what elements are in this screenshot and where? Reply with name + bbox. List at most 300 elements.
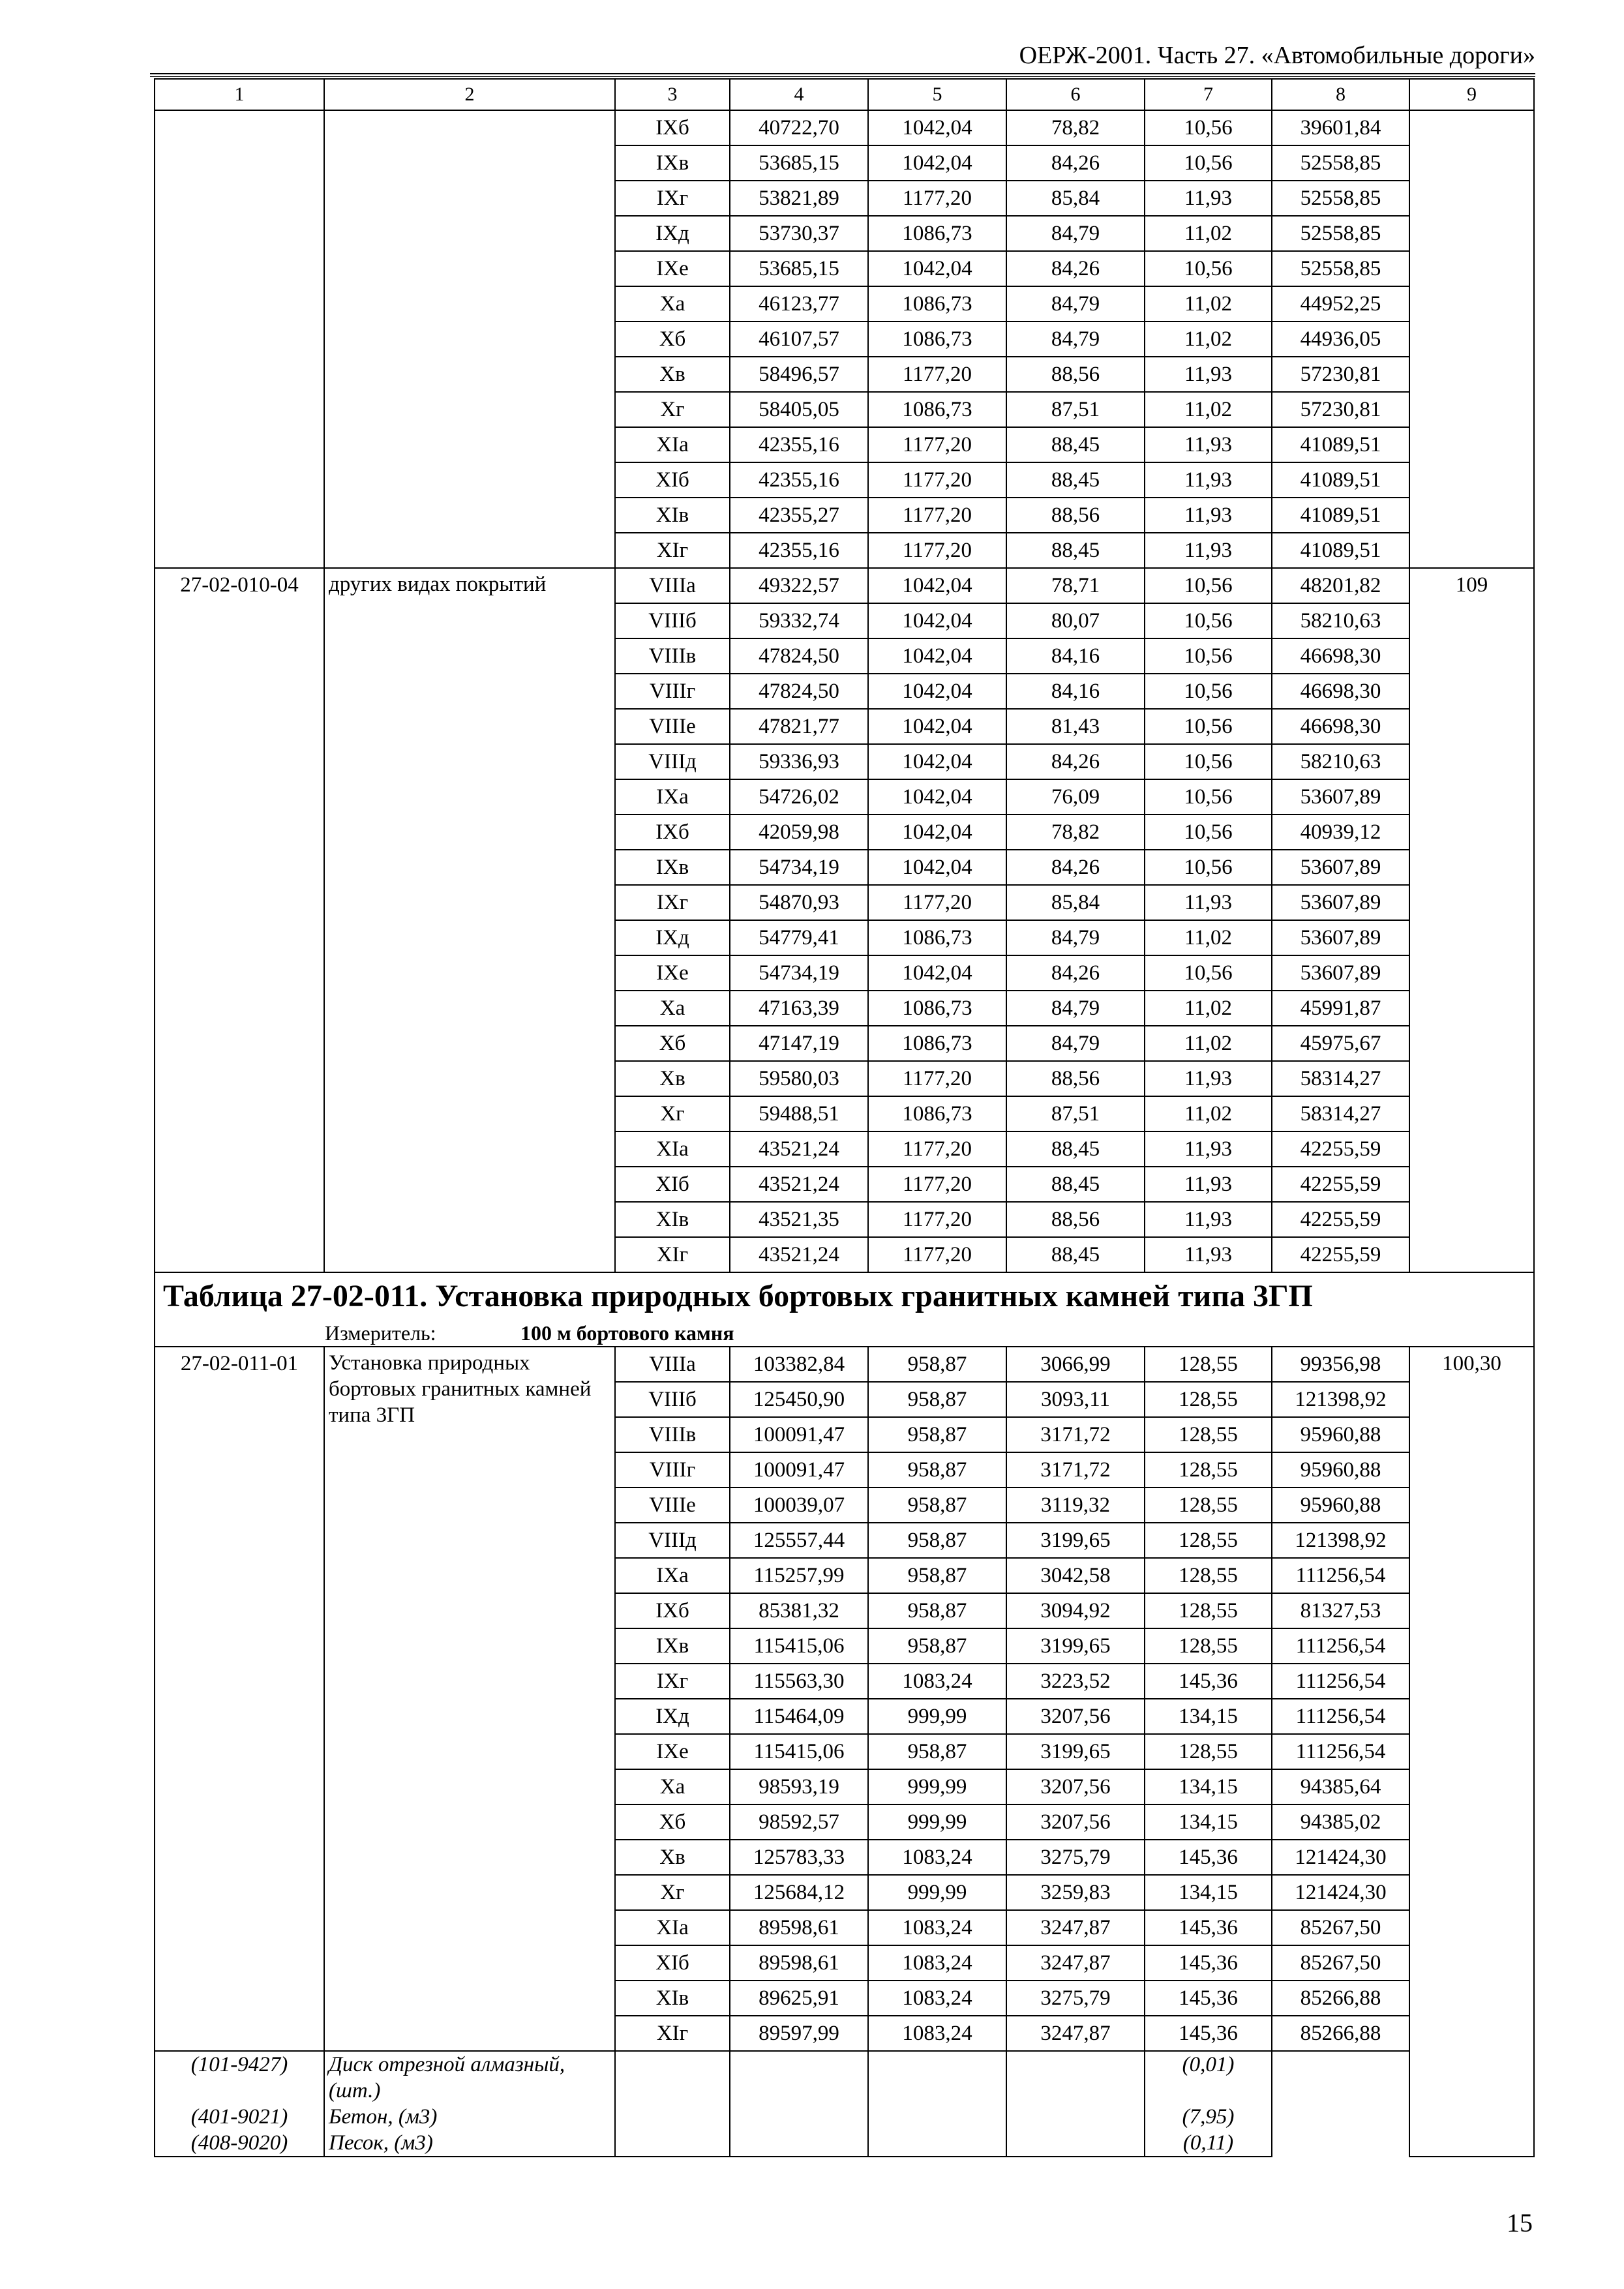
page-header: [150, 39, 1535, 72]
zone-cell: XIб: [615, 462, 730, 498]
value-cell: 1083,24: [868, 1664, 1006, 1699]
value-cell: 54734,19: [730, 850, 868, 885]
value-cell: 1177,20: [868, 357, 1006, 392]
value-cell: 1083,24: [868, 1910, 1006, 1945]
value-cell: 54726,02: [730, 779, 868, 815]
value-cell: 43521,35: [730, 1202, 868, 1237]
value-cell: 42355,16: [730, 462, 868, 498]
zone-cell: XIг: [615, 1237, 730, 1272]
value-cell: 11,93: [1145, 427, 1272, 462]
value-cell: 10,56: [1145, 709, 1272, 744]
value-cell: 1177,20: [868, 181, 1006, 216]
resource-value: (0,11): [1145, 2130, 1272, 2157]
zone-cell: XIв: [615, 1981, 730, 2016]
value-cell: 10,56: [1145, 815, 1272, 850]
value-cell: 84,26: [1006, 850, 1145, 885]
value-cell: 40722,70: [730, 110, 868, 145]
value-cell: 54870,93: [730, 885, 868, 920]
value-cell: 58314,27: [1272, 1061, 1409, 1096]
zone-cell: Xб: [615, 322, 730, 357]
value-cell: 78,82: [1006, 815, 1145, 850]
value-cell: 11,02: [1145, 322, 1272, 357]
zone-cell: IXг: [615, 885, 730, 920]
empty-cell: [615, 2104, 730, 2130]
zone-cell: XIа: [615, 1131, 730, 1167]
value-cell: 84,79: [1006, 1026, 1145, 1061]
zone-cell: XIг: [615, 2016, 730, 2051]
value-cell: 59336,93: [730, 744, 868, 779]
zone-cell: VIIIг: [615, 1452, 730, 1488]
value-cell: 1042,04: [868, 744, 1006, 779]
value-cell: 47824,50: [730, 638, 868, 674]
value-cell: 3199,65: [1006, 1628, 1145, 1664]
price-table: [154, 78, 1535, 2157]
value-cell: 53607,89: [1272, 885, 1409, 920]
value-cell: 52558,85: [1272, 251, 1409, 286]
value-cell: 125450,90: [730, 1382, 868, 1417]
value-cell: 47147,19: [730, 1026, 868, 1061]
value-cell: 11,93: [1145, 1131, 1272, 1167]
value-cell: 11,93: [1145, 1237, 1272, 1272]
value-cell: 84,79: [1006, 322, 1145, 357]
value-cell: 11,02: [1145, 1096, 1272, 1131]
value-cell: 10,56: [1145, 850, 1272, 885]
value-cell: 84,79: [1006, 286, 1145, 322]
value-cell: 3247,87: [1006, 1910, 1145, 1945]
value-cell: 3207,56: [1006, 1699, 1145, 1734]
value-cell: 999,99: [868, 1875, 1006, 1910]
col-number: 1: [155, 79, 324, 110]
value-cell: 58210,63: [1272, 603, 1409, 638]
value-cell: 59580,03: [730, 1061, 868, 1096]
value-cell: 128,55: [1145, 1452, 1272, 1488]
value-cell: 11,02: [1145, 1026, 1272, 1061]
zone-cell: XIв: [615, 498, 730, 533]
value-cell: 145,36: [1145, 1981, 1272, 2016]
zone-cell: Xб: [615, 1026, 730, 1061]
value-cell: 128,55: [1145, 1347, 1272, 1382]
value-cell: 1086,73: [868, 1026, 1006, 1061]
resource-value: (0,01): [1145, 2051, 1272, 2104]
value-cell: 46698,30: [1272, 674, 1409, 709]
value-cell: 999,99: [868, 1769, 1006, 1804]
zone-cell: IXд: [615, 1699, 730, 1734]
value-cell: 11,93: [1145, 1061, 1272, 1096]
value-cell: 958,87: [868, 1417, 1006, 1452]
value-cell: 46698,30: [1272, 709, 1409, 744]
col-number: 6: [1006, 79, 1145, 110]
zone-cell: XIб: [615, 1167, 730, 1202]
value-cell: 3042,58: [1006, 1558, 1145, 1593]
empty-cell: [868, 2051, 1006, 2104]
value-cell: 3119,32: [1006, 1488, 1145, 1523]
measure-label: Измеритель:: [325, 1321, 436, 1345]
resource-value: (7,95): [1145, 2104, 1272, 2130]
value-cell: 81,43: [1006, 709, 1145, 744]
value-cell: 134,15: [1145, 1699, 1272, 1734]
value-cell: 45975,67: [1272, 1026, 1409, 1061]
value-cell: 53607,89: [1272, 850, 1409, 885]
value-cell: 1086,73: [868, 322, 1006, 357]
value-cell: 44952,25: [1272, 286, 1409, 322]
empty-cell: [615, 2051, 730, 2104]
value-cell: 1042,04: [868, 568, 1006, 603]
value-cell: 54779,41: [730, 920, 868, 955]
value-cell: 11,02: [1145, 392, 1272, 427]
value-cell: 3171,72: [1006, 1452, 1145, 1488]
value-cell: 958,87: [868, 1347, 1006, 1382]
value-cell: 57230,81: [1272, 392, 1409, 427]
value-cell: 10,56: [1145, 744, 1272, 779]
value-cell: 1042,04: [868, 603, 1006, 638]
zone-cell: IXа: [615, 1558, 730, 1593]
value-cell: 42059,98: [730, 815, 868, 850]
value-cell: 95960,88: [1272, 1452, 1409, 1488]
value-cell: 59332,74: [730, 603, 868, 638]
value-cell: 84,26: [1006, 744, 1145, 779]
zone-cell: Xг: [615, 1875, 730, 1910]
value-cell: 53607,89: [1272, 955, 1409, 991]
value-cell: 1083,24: [868, 1840, 1006, 1875]
zone-cell: IXе: [615, 955, 730, 991]
value-cell: 85266,88: [1272, 1981, 1409, 2016]
value-cell: 39601,84: [1272, 110, 1409, 145]
value-cell: 85267,50: [1272, 1945, 1409, 1981]
empty-cell: [730, 2130, 868, 2157]
value-cell: 11,02: [1145, 216, 1272, 251]
value-cell: 1042,04: [868, 815, 1006, 850]
value-cell: 3275,79: [1006, 1840, 1145, 1875]
value-cell: 53685,15: [730, 251, 868, 286]
table-row: [155, 1347, 1534, 1382]
empty-cell: [730, 2051, 868, 2104]
value-cell: 42255,59: [1272, 1167, 1409, 1202]
empty-cell: [868, 2104, 1006, 2130]
value-cell: 128,55: [1145, 1628, 1272, 1664]
value-cell: 1086,73: [868, 1096, 1006, 1131]
value-cell: 87,51: [1006, 392, 1145, 427]
value-cell: 10,56: [1145, 110, 1272, 145]
col-number: 7: [1145, 79, 1272, 110]
value-cell: 115257,99: [730, 1558, 868, 1593]
value-cell: 128,55: [1145, 1593, 1272, 1628]
zone-cell: Xа: [615, 991, 730, 1026]
empty-cell: [615, 2130, 730, 2157]
value-cell: 111256,54: [1272, 1664, 1409, 1699]
value-cell: 3275,79: [1006, 1981, 1145, 2016]
value-cell: 41089,51: [1272, 462, 1409, 498]
zone-cell: Xв: [615, 357, 730, 392]
zone-cell: Xв: [615, 1840, 730, 1875]
value-cell: 1177,20: [868, 533, 1006, 568]
value-cell: 42255,59: [1272, 1131, 1409, 1167]
empty-cell: [730, 2104, 868, 2130]
zone-cell: IXб: [615, 1593, 730, 1628]
value-cell: 1042,04: [868, 251, 1006, 286]
value-cell: 88,56: [1006, 1061, 1145, 1096]
zone-cell: VIIIб: [615, 603, 730, 638]
resource-code: (408-9020): [155, 2130, 324, 2157]
value-cell: 128,55: [1145, 1523, 1272, 1558]
col-number: 3: [615, 79, 730, 110]
col9-cell: 100,30: [1409, 1347, 1534, 2157]
header-rule: [150, 73, 1535, 74]
zone-cell: Xв: [615, 1061, 730, 1096]
value-cell: 89598,61: [730, 1910, 868, 1945]
value-cell: 121424,30: [1272, 1875, 1409, 1910]
resource-row: [155, 2051, 1534, 2104]
value-cell: 88,45: [1006, 1167, 1145, 1202]
header-rule-double: [150, 76, 1535, 77]
zone-cell: XIв: [615, 1202, 730, 1237]
value-cell: 84,79: [1006, 920, 1145, 955]
value-cell: 145,36: [1145, 1840, 1272, 1875]
resource-name: Бетон, (м3): [324, 2104, 615, 2130]
value-cell: 57230,81: [1272, 357, 1409, 392]
value-cell: 42255,59: [1272, 1202, 1409, 1237]
row-name-cell: Установка природных бортовых гранитных камней типа 3ГП: [324, 1347, 615, 2051]
value-cell: 10,56: [1145, 568, 1272, 603]
table-row: [155, 568, 1534, 603]
value-cell: 1086,73: [868, 286, 1006, 322]
value-cell: 121398,92: [1272, 1523, 1409, 1558]
zone-cell: VIIIе: [615, 709, 730, 744]
value-cell: 1177,20: [868, 1167, 1006, 1202]
zone-cell: XIа: [615, 427, 730, 462]
value-cell: 81327,53: [1272, 1593, 1409, 1628]
value-cell: 53730,37: [730, 216, 868, 251]
value-cell: 48201,82: [1272, 568, 1409, 603]
col9-cell: 109: [1409, 568, 1534, 1272]
value-cell: 1083,24: [868, 1981, 1006, 2016]
value-cell: 11,93: [1145, 462, 1272, 498]
value-cell: 40939,12: [1272, 815, 1409, 850]
row-code-cell: 27-02-010-04: [155, 568, 324, 1272]
value-cell: 98592,57: [730, 1804, 868, 1840]
value-cell: 85267,50: [1272, 1910, 1409, 1945]
value-cell: 134,15: [1145, 1875, 1272, 1910]
value-cell: 1042,04: [868, 779, 1006, 815]
value-cell: 3207,56: [1006, 1769, 1145, 1804]
value-cell: 43521,24: [730, 1237, 868, 1272]
value-cell: 128,55: [1145, 1488, 1272, 1523]
value-cell: 42355,16: [730, 427, 868, 462]
value-cell: 100091,47: [730, 1417, 868, 1452]
value-cell: 10,56: [1145, 638, 1272, 674]
value-cell: 52558,85: [1272, 145, 1409, 181]
value-cell: 134,15: [1145, 1804, 1272, 1840]
row-code-cell: 27-02-011-01: [155, 1347, 324, 2051]
value-cell: 10,56: [1145, 955, 1272, 991]
value-cell: 46107,57: [730, 322, 868, 357]
value-cell: 1086,73: [868, 991, 1006, 1026]
value-cell: 1177,20: [868, 462, 1006, 498]
value-cell: 1177,20: [868, 427, 1006, 462]
value-cell: 84,26: [1006, 251, 1145, 286]
value-cell: 958,87: [868, 1382, 1006, 1417]
value-cell: 94385,02: [1272, 1804, 1409, 1840]
value-cell: 128,55: [1145, 1417, 1272, 1452]
value-cell: 3094,92: [1006, 1593, 1145, 1628]
value-cell: 103382,84: [730, 1347, 868, 1382]
row-name-cell: [324, 110, 615, 568]
col-number: 4: [730, 79, 868, 110]
value-cell: 115415,06: [730, 1628, 868, 1664]
value-cell: 46698,30: [1272, 638, 1409, 674]
zone-cell: Xг: [615, 1096, 730, 1131]
zone-cell: VIIIг: [615, 674, 730, 709]
value-cell: 98593,19: [730, 1769, 868, 1804]
value-cell: 958,87: [868, 1628, 1006, 1664]
col9-cell: [1409, 110, 1534, 568]
value-cell: 1042,04: [868, 638, 1006, 674]
zone-cell: XIа: [615, 1910, 730, 1945]
value-cell: 111256,54: [1272, 1558, 1409, 1593]
value-cell: 99356,98: [1272, 1347, 1409, 1382]
value-cell: 84,79: [1006, 216, 1145, 251]
value-cell: 134,15: [1145, 1769, 1272, 1804]
empty-cell: [868, 2130, 1006, 2157]
value-cell: 3093,11: [1006, 1382, 1145, 1417]
zone-cell: IXб: [615, 110, 730, 145]
value-cell: 145,36: [1145, 1945, 1272, 1981]
col-number: 2: [324, 79, 615, 110]
value-cell: 95960,88: [1272, 1488, 1409, 1523]
value-cell: 3171,72: [1006, 1417, 1145, 1452]
value-cell: 11,02: [1145, 991, 1272, 1026]
empty-cell: [1006, 2130, 1145, 2157]
value-cell: 88,45: [1006, 462, 1145, 498]
zone-cell: XIг: [615, 533, 730, 568]
value-cell: 47821,77: [730, 709, 868, 744]
zone-cell: IXд: [615, 920, 730, 955]
value-cell: 11,93: [1145, 181, 1272, 216]
value-cell: 89598,61: [730, 1945, 868, 1981]
value-cell: 11,93: [1145, 1202, 1272, 1237]
value-cell: 10,56: [1145, 603, 1272, 638]
value-cell: 1042,04: [868, 145, 1006, 181]
value-cell: 128,55: [1145, 1382, 1272, 1417]
column-number-row: [155, 79, 1534, 110]
zone-cell: Xа: [615, 286, 730, 322]
zone-cell: IXа: [615, 779, 730, 815]
value-cell: 111256,54: [1272, 1699, 1409, 1734]
value-cell: 10,56: [1145, 145, 1272, 181]
value-cell: 46123,77: [730, 286, 868, 322]
value-cell: 1177,20: [868, 1237, 1006, 1272]
value-cell: 53821,89: [730, 181, 868, 216]
value-cell: 59488,51: [730, 1096, 868, 1131]
zone-cell: XIб: [615, 1945, 730, 1981]
zone-cell: IXг: [615, 1664, 730, 1699]
table-title: Таблица 27-02-011. Установка природных бортовых гранитных камней типа 3ГП: [155, 1272, 1534, 1320]
col-number: 8: [1272, 79, 1409, 110]
value-cell: 42355,16: [730, 533, 868, 568]
value-cell: 1042,04: [868, 955, 1006, 991]
value-cell: 100039,07: [730, 1488, 868, 1523]
zone-cell: IXе: [615, 1734, 730, 1769]
value-cell: 11,93: [1145, 498, 1272, 533]
value-cell: 87,51: [1006, 1096, 1145, 1131]
value-cell: 42255,59: [1272, 1237, 1409, 1272]
resource-code: (101-9427): [155, 2051, 324, 2104]
zone-cell: IXе: [615, 251, 730, 286]
value-cell: 78,71: [1006, 568, 1145, 603]
value-cell: 1083,24: [868, 1945, 1006, 1981]
table-title-row: [155, 1272, 1534, 1320]
value-cell: 88,45: [1006, 1131, 1145, 1167]
resource-name: Диск отрезной алмазный, (шт.): [324, 2051, 615, 2104]
value-cell: 58405,05: [730, 392, 868, 427]
value-cell: 49322,57: [730, 568, 868, 603]
resource-row: [155, 2130, 1534, 2157]
value-cell: 1177,20: [868, 498, 1006, 533]
resource-name: Песок, (м3): [324, 2130, 615, 2157]
value-cell: 1177,20: [868, 885, 1006, 920]
value-cell: 84,79: [1006, 991, 1145, 1026]
table-row: [155, 110, 1534, 145]
zone-cell: VIIIд: [615, 1523, 730, 1558]
zone-cell: IXб: [615, 815, 730, 850]
resource-row: [155, 2104, 1534, 2130]
value-cell: 53685,15: [730, 145, 868, 181]
value-cell: 52558,85: [1272, 181, 1409, 216]
value-cell: 115464,09: [730, 1699, 868, 1734]
zone-cell: IXв: [615, 145, 730, 181]
value-cell: 76,09: [1006, 779, 1145, 815]
value-cell: 958,87: [868, 1593, 1006, 1628]
value-cell: 1177,20: [868, 1061, 1006, 1096]
value-cell: 11,93: [1145, 1167, 1272, 1202]
value-cell: 94385,64: [1272, 1769, 1409, 1804]
value-cell: 88,56: [1006, 498, 1145, 533]
value-cell: 88,45: [1006, 533, 1145, 568]
zone-cell: IXд: [615, 216, 730, 251]
value-cell: 84,26: [1006, 955, 1145, 991]
zone-cell: IXг: [615, 181, 730, 216]
value-cell: 958,87: [868, 1734, 1006, 1769]
col-number: 9: [1409, 79, 1534, 110]
value-cell: 11,93: [1145, 357, 1272, 392]
value-cell: 125557,44: [730, 1523, 868, 1558]
value-cell: 43521,24: [730, 1167, 868, 1202]
value-cell: 1042,04: [868, 850, 1006, 885]
value-cell: 88,45: [1006, 1237, 1145, 1272]
value-cell: 958,87: [868, 1488, 1006, 1523]
value-cell: 52558,85: [1272, 216, 1409, 251]
value-cell: 145,36: [1145, 1910, 1272, 1945]
value-cell: 1086,73: [868, 216, 1006, 251]
measure-value: 100 м бортового камня: [520, 1321, 734, 1345]
value-cell: 958,87: [868, 1523, 1006, 1558]
value-cell: 88,56: [1006, 1202, 1145, 1237]
value-cell: 11,93: [1145, 533, 1272, 568]
value-cell: 84,26: [1006, 145, 1145, 181]
value-cell: 47824,50: [730, 674, 868, 709]
value-cell: 3247,87: [1006, 1945, 1145, 1981]
value-cell: 58314,27: [1272, 1096, 1409, 1131]
measure-row: [155, 1320, 1534, 1347]
value-cell: 11,02: [1145, 920, 1272, 955]
value-cell: 85381,32: [730, 1593, 868, 1628]
value-cell: 53607,89: [1272, 920, 1409, 955]
resource-code: (401-9021): [155, 2104, 324, 2130]
value-cell: 85266,88: [1272, 2016, 1409, 2051]
zone-cell: IXв: [615, 850, 730, 885]
empty-cell: [1006, 2051, 1145, 2104]
zone-cell: VIIIд: [615, 744, 730, 779]
value-cell: 53607,89: [1272, 779, 1409, 815]
